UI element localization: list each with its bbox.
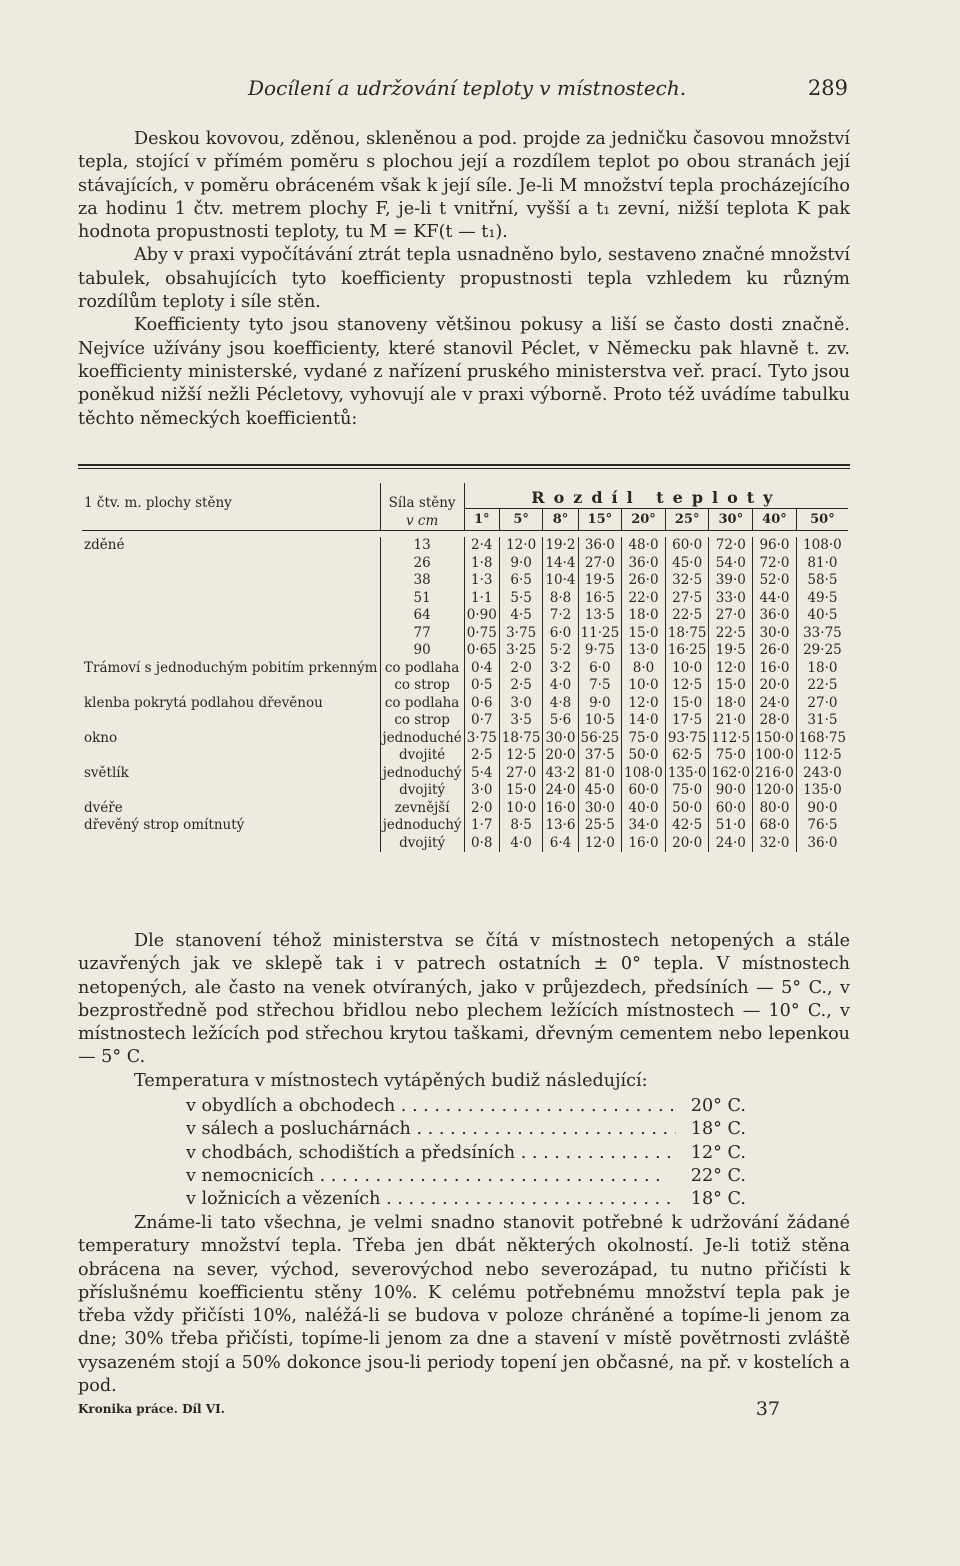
coefficient-cell: 243·0 [796, 765, 848, 783]
coefficient-cell: 19·5 [709, 642, 753, 660]
coefficient-cell: 18·75 [499, 730, 543, 748]
coefficient-cell: 9·75 [578, 642, 622, 660]
coefficient-cell: 75·0 [709, 747, 753, 765]
coefficient-cell: 18·0 [796, 660, 848, 678]
coefficient-cell: 60·0 [665, 537, 709, 555]
table-row [82, 625, 848, 643]
row-label: světlík [84, 764, 129, 781]
thickness-cell: dvojité [380, 747, 464, 765]
room-type: v obydlích a obchodech . . . [186, 1095, 676, 1118]
coefficient-cell: 14·0 [622, 712, 666, 730]
temp-header-cell: 1° [464, 509, 499, 531]
coefficient-cell: 36·0 [622, 555, 666, 573]
table-row [82, 695, 848, 713]
thickness-cell: co strop [380, 677, 464, 695]
coefficient-cell: 22·0 [622, 590, 666, 608]
coefficient-cell: 45·0 [665, 555, 709, 573]
coefficient-cell: 120·0 [753, 782, 797, 800]
coefficient-cell: 36·0 [753, 607, 797, 625]
coefficient-cell: 81·0 [796, 555, 848, 573]
table-row [82, 607, 848, 625]
coefficient-cell: 4·0 [543, 677, 578, 695]
running-title: Docílení a udržování teploty v místnostech. [248, 76, 687, 100]
coefficient-cell: 10·5 [578, 712, 622, 730]
room-temperature-list [186, 1095, 746, 1211]
coefficient-cell: 33·0 [709, 590, 753, 608]
coefficient-cell: 36·0 [578, 537, 622, 555]
coefficient-cell: 0·90 [464, 607, 499, 625]
coefficient-cell: 13·6 [543, 817, 578, 835]
coefficient-cell: 7·5 [578, 677, 622, 695]
temp-header-cell: 20° [622, 509, 666, 531]
table-top-rule-thin [78, 468, 850, 469]
coefficient-cell: 22·5 [709, 625, 753, 643]
coefficient-cell: 0·75 [464, 625, 499, 643]
coefficient-cell: 50·0 [622, 747, 666, 765]
table-row [82, 590, 848, 608]
table-row [82, 835, 848, 853]
coefficient-cell: 80·0 [753, 800, 797, 818]
thickness-cell: 77 [380, 625, 464, 643]
coefficient-cell: 17·5 [665, 712, 709, 730]
coefficient-cell: 3·0 [464, 782, 499, 800]
thickness-cell: zevnější [380, 800, 464, 818]
coefficient-cell: 18·0 [709, 695, 753, 713]
coefficient-cell: 9·0 [578, 695, 622, 713]
coefficient-cell: 43·2 [543, 765, 578, 783]
coefficient-cell: 36·0 [796, 835, 848, 853]
coefficient-cell: 12·5 [665, 677, 709, 695]
coefficient-cell: 21·0 [709, 712, 753, 730]
coefficient-cell: 93·75 [665, 730, 709, 748]
coefficient-cell: 0·65 [464, 642, 499, 660]
paragraph: Deskou kovovou, zděnou, skleněnou a pod. projde za jedničku časovou množství tepla, stojící v přímém poměru s plochou její a rozdílem teplot po obou stranách její stávajících, v poměru obráceném však k její síle. Je-li M množství tepla procházejícího za hodinu 1 čtv. metrem plochy F, je-li t vnitřní, vyšší a t₁ zevní, nižší teplota K pak hodnota propustnosti teploty, tu M = KF(t — t₁). [78, 129, 850, 243]
coefficient-cell: 6·4 [543, 835, 578, 853]
coefficient-cell: 27·0 [578, 555, 622, 573]
coefficient-cell: 12·0 [622, 695, 666, 713]
coefficient-cell: 19·5 [578, 572, 622, 590]
room-type: v chodbách, schodištích a předsíních . . . [186, 1142, 676, 1165]
coefficient-cell: 0·4 [464, 660, 499, 678]
table-row [82, 800, 848, 818]
coefficient-cell: 16·25 [665, 642, 709, 660]
coefficient-cell: 10·0 [622, 677, 666, 695]
signature-mark: Kronika práce. Díl VI. [78, 1402, 225, 1416]
thickness-cell: 38 [380, 572, 464, 590]
coefficient-cell: 16·0 [543, 800, 578, 818]
coefficient-cell: 19·2 [543, 537, 578, 555]
sheet-number: 37 [755, 1398, 780, 1420]
coefficient-cell: 24·0 [709, 835, 753, 853]
coefficient-cell: 60·0 [709, 800, 753, 818]
coefficient-cell: 5·5 [499, 590, 543, 608]
thickness-cell: co strop [380, 712, 464, 730]
coefficient-cell: 4·5 [499, 607, 543, 625]
coefficient-cell: 26·0 [753, 642, 797, 660]
temperature-value: 12° C. [690, 1142, 746, 1163]
coefficient-cell: 12·5 [499, 747, 543, 765]
coefficient-cell: 42·5 [665, 817, 709, 835]
col-header-area: 1 čtv. m. plochy stěny [84, 495, 232, 511]
coefficient-cell: 6·5 [499, 572, 543, 590]
coefficient-cell: 90·0 [796, 800, 848, 818]
row-label: zděné [84, 537, 125, 553]
coefficient-cell: 0·5 [464, 677, 499, 695]
temp-header-cell: 40° [753, 509, 797, 531]
temperature-row [186, 1118, 746, 1141]
coefficient-cell: 18·75 [665, 625, 709, 643]
coefficient-cell: 10·4 [543, 572, 578, 590]
coefficient-cell: 24·0 [753, 695, 797, 713]
coefficient-cell: 2·5 [499, 677, 543, 695]
coefficient-cell: 2·0 [464, 800, 499, 818]
temperature-value: 18° C. [690, 1119, 746, 1140]
coefficient-cell: 32·0 [753, 835, 797, 853]
row-label [82, 782, 380, 800]
coefficient-cell: 14·4 [543, 555, 578, 573]
table-row [82, 660, 848, 678]
table-row [82, 782, 848, 800]
coefficient-cell: 27·0 [499, 765, 543, 783]
coefficient-cell: 16·5 [578, 590, 622, 608]
row-label: Trámoví s jednoduchým pobitím prkenným [84, 659, 378, 676]
room-type: v nemocnicích . . . [186, 1165, 676, 1188]
thickness-cell: 13 [380, 537, 464, 555]
coefficient-cell: 3·0 [499, 695, 543, 713]
row-label [82, 747, 380, 765]
coefficient-cell: 4·8 [543, 695, 578, 713]
coefficient-cell: 50·0 [665, 800, 709, 818]
coefficient-cell: 3·75 [499, 625, 543, 643]
thickness-cell: dvojitý [380, 835, 464, 853]
coefficient-cell: 76·5 [796, 817, 848, 835]
coefficient-cell: 168·75 [796, 730, 848, 748]
coefficient-cell: 1·1 [464, 590, 499, 608]
coefficient-cell: 0·6 [464, 695, 499, 713]
coefficient-cell: 1·8 [464, 555, 499, 573]
coefficient-cell: 12·0 [578, 835, 622, 853]
room-type: v sálech a posluchárnách . . . [186, 1118, 676, 1141]
coefficient-cell: 8·5 [499, 817, 543, 835]
paragraph: Temperatura v místnostech vytápěných budiž následující: [134, 1070, 648, 1091]
coefficient-cell: 18·0 [622, 607, 666, 625]
coefficient-cell: 75·0 [665, 782, 709, 800]
coefficient-cell: 3·5 [499, 712, 543, 730]
ministry-paragraph [78, 930, 850, 1093]
coefficient-cell: 12·0 [709, 660, 753, 678]
coefficient-cell: 0·7 [464, 712, 499, 730]
coefficient-cell: 100·0 [753, 747, 797, 765]
coefficient-cell: 27·5 [665, 590, 709, 608]
table-row [82, 730, 848, 748]
coefficient-cell: 135·0 [796, 782, 848, 800]
table-row [82, 817, 848, 835]
coefficient-cell: 33·75 [796, 625, 848, 643]
coefficient-cell: 40·0 [622, 800, 666, 818]
thickness-cell: 90 [380, 642, 464, 660]
coefficient-cell: 39·0 [709, 572, 753, 590]
thickness-cell: jednoduchý [380, 765, 464, 783]
coefficient-cell: 27·0 [796, 695, 848, 713]
coefficient-cell: 15·0 [622, 625, 666, 643]
coefficient-cell: 108·0 [622, 765, 666, 783]
coefficient-cell: 26·0 [622, 572, 666, 590]
temperature-row [186, 1188, 746, 1211]
table-row [82, 537, 848, 555]
thickness-cell: jednoduchý [380, 817, 464, 835]
coefficient-cell: 150·0 [753, 730, 797, 748]
temp-header-cell: 8° [543, 509, 578, 531]
row-label [82, 712, 380, 730]
coefficient-cell: 9·0 [499, 555, 543, 573]
coefficient-cell: 56·25 [578, 730, 622, 748]
temperature-value: 20° C. [690, 1096, 746, 1116]
coefficient-cell: 51·0 [709, 817, 753, 835]
coefficient-cell: 25·5 [578, 817, 622, 835]
coefficient-cell: 12·0 [499, 537, 543, 555]
coefficient-cell: 13·0 [622, 642, 666, 660]
closing-paragraph [78, 1212, 850, 1398]
coefficient-cell: 162·0 [709, 765, 753, 783]
table-row [82, 572, 848, 590]
thickness-cell: co podlaha [380, 660, 464, 678]
row-label [82, 625, 380, 643]
coefficient-cell: 2·4 [464, 537, 499, 555]
coefficient-cell: 6·0 [578, 660, 622, 678]
coefficient-cell: 16·0 [622, 835, 666, 853]
coefficient-cell: 30·0 [753, 625, 797, 643]
coefficient-cell: 62·5 [665, 747, 709, 765]
coefficient-cell: 20·0 [665, 835, 709, 853]
coefficient-cell: 15·0 [499, 782, 543, 800]
coefficient-cell: 5·2 [543, 642, 578, 660]
coefficient-cell: 0·8 [464, 835, 499, 853]
table-row [82, 712, 848, 730]
coefficient-cell: 54·0 [709, 555, 753, 573]
thickness-cell: co podlaha [380, 695, 464, 713]
coefficient-cell: 135·0 [665, 765, 709, 783]
coefficient-cell: 31·5 [796, 712, 848, 730]
page-footer [78, 1398, 850, 1424]
page-number: 289 [807, 76, 848, 100]
coefficient-cell: 32·5 [665, 572, 709, 590]
coefficient-cell: 1·7 [464, 817, 499, 835]
col-header-temp-diff: Rozdíl teploty [464, 483, 848, 509]
coefficient-cell: 6·0 [543, 625, 578, 643]
room-type: v ložnicích a vězeních . . . [186, 1188, 676, 1211]
row-label: dřevěný strop omítnutý [84, 817, 245, 833]
table-row [82, 555, 848, 573]
row-label [82, 642, 380, 660]
coefficient-cell: 13·5 [578, 607, 622, 625]
row-label: klenba pokrytá podlahou dřevěnou [84, 694, 323, 711]
coefficient-cell: 4·0 [499, 835, 543, 853]
coefficient-table [82, 483, 848, 852]
temperature-value: 22° C. [690, 1165, 746, 1186]
temperature-row [186, 1165, 746, 1188]
temp-header-cell: 5° [499, 509, 543, 531]
coefficient-cell: 10·0 [499, 800, 543, 818]
coefficient-cell: 2·5 [464, 747, 499, 765]
coefficient-cell: 15·0 [665, 695, 709, 713]
row-label [82, 835, 380, 853]
coefficient-cell: 22·5 [796, 677, 848, 695]
table-row [82, 765, 848, 783]
paragraph: Aby v praxi vypočítávání ztrát tepla usnadněno bylo, sestaveno značné množství tabulek, obsahujících tyto koefficienty propustnosti tepla vzhledem ku různým rozdílům teploty i síle stěn. [78, 245, 850, 313]
temperature-row [186, 1142, 746, 1165]
row-label [82, 572, 380, 590]
coefficient-cell: 34·0 [622, 817, 666, 835]
paragraph: Dle stanovení téhož ministerstva se čítá v místnostech netopených a stále uzavřených jak ve sklepě tak i v patrech ostatních ± 0° tepla. V místnostech netopených, ale často na venek otvíraných, jako v průjezdech, předsíních — 5° C., v bezprostředně pod střechou břidlou nebo plechem ležících místnostech — 10° C., v místnostech ležících pod střechou krytou taškami, dřevným cementem nebo lepenkou — 5° C. [78, 931, 850, 1068]
paragraph: Známe-li tato všechna, je velmi snadno stanovit potřebné k udržování žádané temperatury množství tepla. Třeba jen dbát některých okolností. Je-li totiž stěna obrácena na sever, východ, severovýchod nebo severozápad, tu nutno přičísti k příslušnému koefficientu stěny 10%. K celému potřebnému množství tepla pak je třeba vždy přičísti 10%, naléžá-li se budova v poloze chráněné a topíme-li jenom za dne; 30% třeba přičísti, topíme-li jenom za dne a stavení v místě povětrnosti zvláště vysazeném stojí a 50% dokonce jsou-li periody topení jen občasné, na př. v kostelích a pod. [78, 1213, 850, 1397]
coefficient-cell: 3·2 [543, 660, 578, 678]
thickness-cell: dvojitý [380, 782, 464, 800]
coefficient-cell: 1·3 [464, 572, 499, 590]
coefficient-cell: 22·5 [665, 607, 709, 625]
coefficient-cell: 3·25 [499, 642, 543, 660]
intro-paragraphs [78, 128, 850, 431]
temperature-value: 18° C. [690, 1189, 746, 1210]
temp-header-cell: 15° [578, 509, 622, 531]
thickness-cell: 51 [380, 590, 464, 608]
coefficient-cell: 52·0 [753, 572, 797, 590]
coefficient-cell: 24·0 [543, 782, 578, 800]
coefficient-cell: 112·5 [709, 730, 753, 748]
coefficient-cell: 2·0 [499, 660, 543, 678]
coefficient-cell: 30·0 [578, 800, 622, 818]
coefficient-cell: 81·0 [578, 765, 622, 783]
table-top-rule [78, 464, 850, 466]
coefficient-cell: 48·0 [622, 537, 666, 555]
paragraph: Koefficienty tyto jsou stanoveny většinou pokusy a liší se často dosti značně. Nejvíce užívány jsou koefficienty, které stanovil Péclet, v Německu pak hlavně t. zv. koefficienty ministerské, vydané z nařízení pruského ministerstva veř. prací. Tyto jsou poněkud nižší nežli Pécletovy, vyhovují ale v praxi výborně. Proto též uvádíme tabulku těchto německých koefficientů: [78, 315, 850, 429]
coefficient-cell: 75·0 [622, 730, 666, 748]
temp-header-cell: 50° [796, 509, 848, 531]
coefficient-cell: 58·5 [796, 572, 848, 590]
coefficient-cell: 108·0 [796, 537, 848, 555]
row-label [82, 555, 380, 573]
row-label [82, 590, 380, 608]
temp-header-cell: 25° [665, 509, 709, 531]
coefficient-cell: 49·5 [796, 590, 848, 608]
coefficient-cell: 11·25 [578, 625, 622, 643]
row-label [82, 607, 380, 625]
coefficient-cell: 68·0 [753, 817, 797, 835]
coefficient-cell: 96·0 [753, 537, 797, 555]
coefficient-cell: 29·25 [796, 642, 848, 660]
coefficient-cell: 15·0 [709, 677, 753, 695]
coefficient-cell: 40·5 [796, 607, 848, 625]
coefficient-cell: 216·0 [753, 765, 797, 783]
coefficient-cell: 28·0 [753, 712, 797, 730]
coefficient-cell: 72·0 [753, 555, 797, 573]
coefficient-cell: 16·0 [753, 660, 797, 678]
table-row [82, 747, 848, 765]
coefficient-cell: 3·75 [464, 730, 499, 748]
coefficient-cell: 60·0 [622, 782, 666, 800]
table-row [82, 642, 848, 660]
coefficient-cell: 5·4 [464, 765, 499, 783]
coefficient-cell: 90·0 [709, 782, 753, 800]
coefficient-cell: 30·0 [543, 730, 578, 748]
coefficient-cell: 5·6 [543, 712, 578, 730]
coefficient-cell: 10·0 [665, 660, 709, 678]
coefficient-cell: 37·5 [578, 747, 622, 765]
thickness-cell: 26 [380, 555, 464, 573]
coefficient-cell: 45·0 [578, 782, 622, 800]
coefficient-cell: 7·2 [543, 607, 578, 625]
coefficient-cell: 20·0 [753, 677, 797, 695]
coefficient-cell: 8·8 [543, 590, 578, 608]
coefficient-cell: 8·0 [622, 660, 666, 678]
thickness-cell: 64 [380, 607, 464, 625]
coefficient-cell: 112·5 [796, 747, 848, 765]
temp-header-cell: 30° [709, 509, 753, 531]
temperature-row [186, 1095, 746, 1118]
thickness-cell: jednoduché [380, 730, 464, 748]
table-row [82, 677, 848, 695]
col-header-thickness: Síla stěny v cm [380, 483, 464, 531]
coefficient-cell: 20·0 [543, 747, 578, 765]
row-label: okno [84, 729, 118, 746]
coefficient-cell: 72·0 [709, 537, 753, 555]
page-header [78, 76, 848, 106]
row-label [82, 677, 380, 695]
coefficient-cell: 27·0 [709, 607, 753, 625]
coefficient-cell: 44·0 [753, 590, 797, 608]
row-label: dvéře [84, 799, 123, 816]
